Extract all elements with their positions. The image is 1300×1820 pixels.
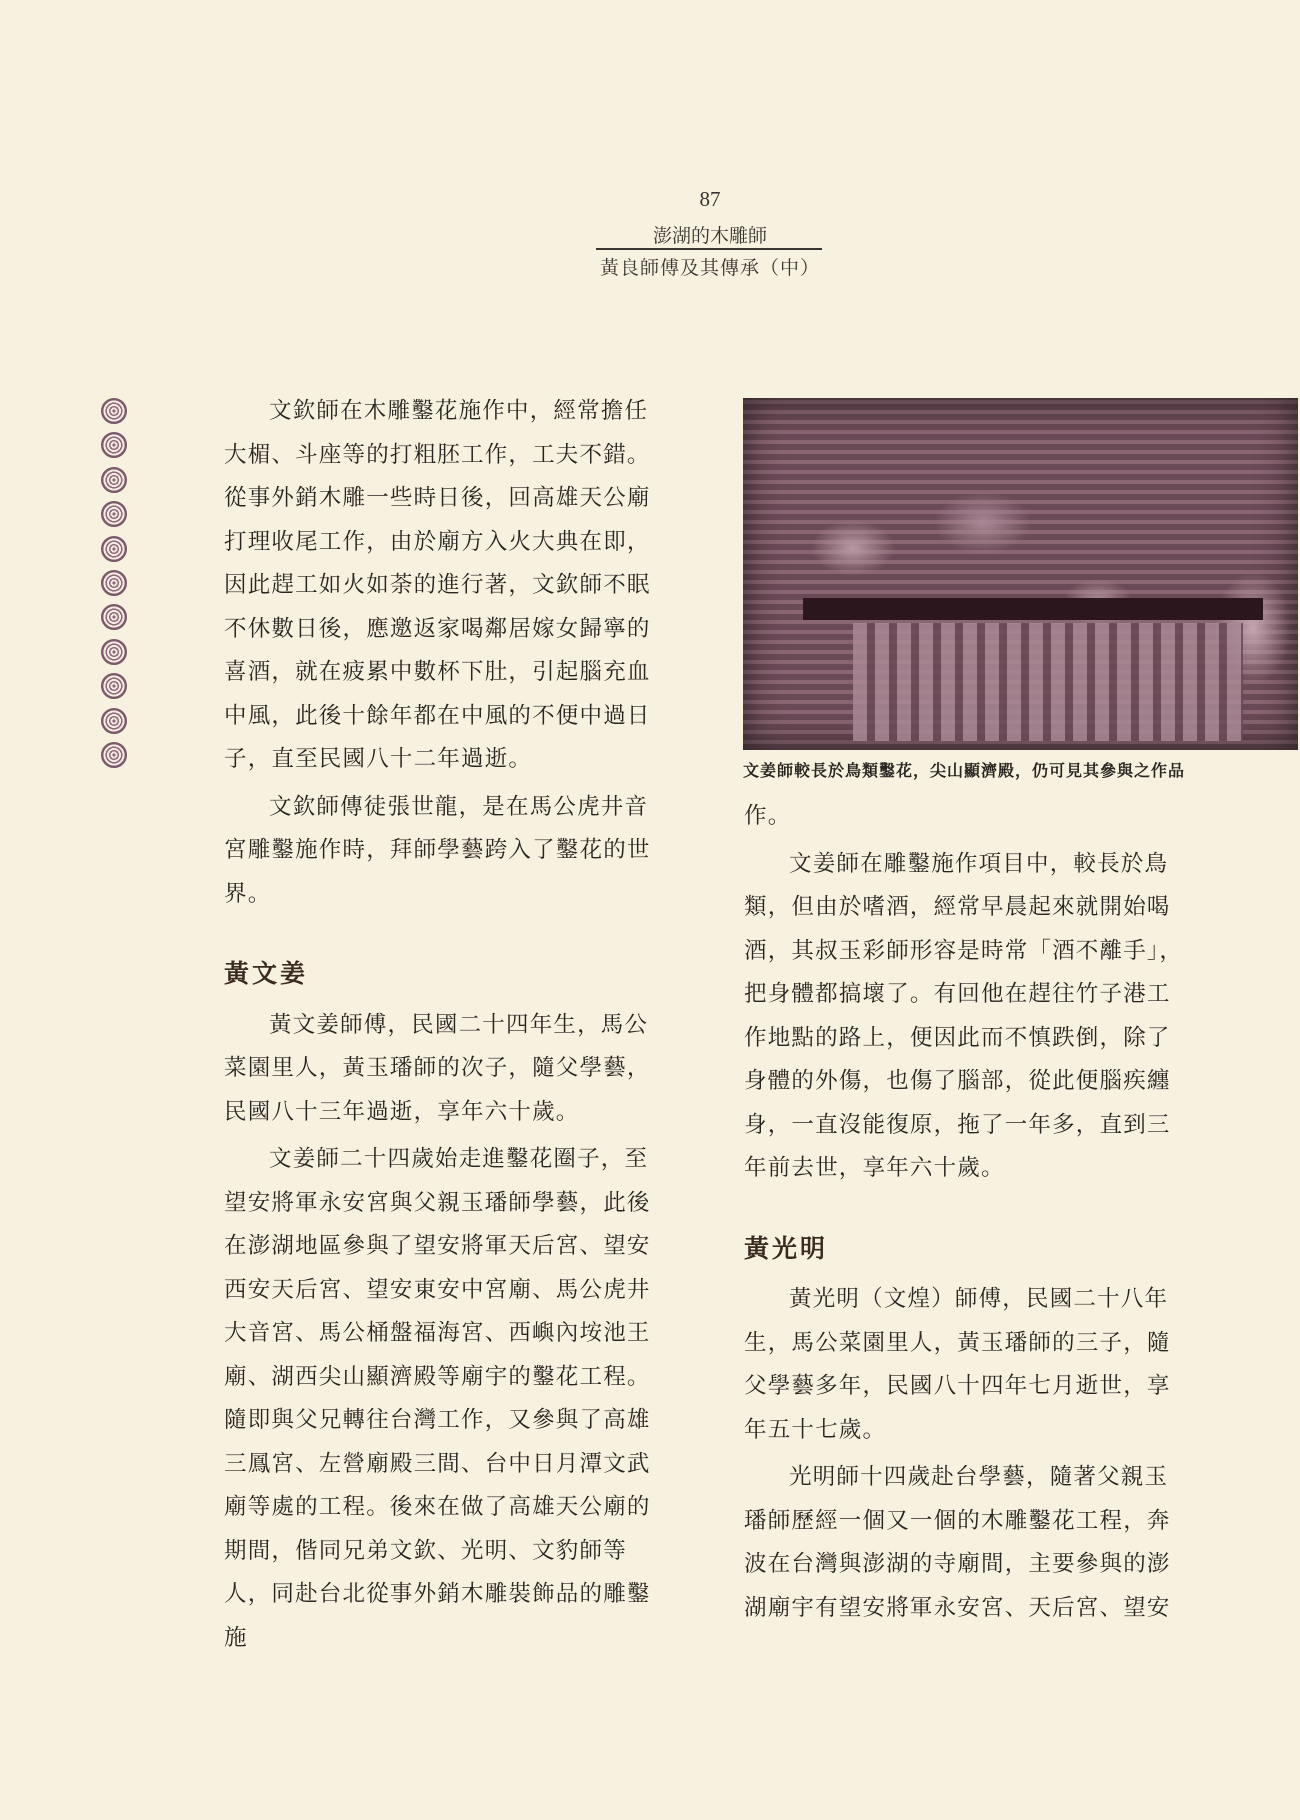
- running-subtitle: 黃良師傅及其傳承（中）: [599, 257, 820, 279]
- ornament-icon: [101, 432, 127, 458]
- paragraph: 光明師十四歲赴台學藝，隨著父親玉璠師歷經一個又一個的木雕鑿花工程，奔波在台灣與澎湖的寺廟間，主要參與的澎湖廟宇有望安將軍永安宮、天后宮、望安: [744, 1464, 1171, 1621]
- photo-beam: [803, 598, 1263, 620]
- paragraph: 文欽師在木雕鑿花施作中，經常擔任大楣、斗座等的打粗胚工作，工夫不錯。從事外銷木雕一些時日後，回高雄天公廟打理收尾工作，由於廟方入火大典在即，因此趕工如火如荼的進行著，文欽師不眠不休數日後，應邀返家喝鄰居嫁女歸寧的喜酒，就在疲累中數杯下肚，引起腦充血中風，此後十餘年都在中風的不便中過日子，直至民國八十二年過逝。: [224, 398, 651, 772]
- photo-caption: 文姜師較長於鳥類鑿花，尖山顯濟殿，仍可見其參與之作品: [743, 761, 1186, 780]
- paragraph: 黃文姜師傅，民國二十四年生，馬公菜園里人，黃玉璠師的次子，隨父學藝，民國八十三年過逝，享年六十歲。: [224, 1011, 651, 1125]
- ornament-icon: [101, 604, 127, 630]
- section-heading: 黃文姜: [224, 959, 309, 988]
- paragraph: 作。: [744, 803, 792, 829]
- ornament-icon: [101, 467, 127, 493]
- paragraph: 文姜師在雕鑿施作項目中，較長於鳥類，但由於嗜酒，經常早晨起來就開始喝酒，其叔玉彩師形容是時常「酒不離手」，把身體都搞壞了。有回他在趕往竹子港工作地點的路上，便因此而不慎跌倒，除了身體的外傷，也傷了腦部，從此便腦疾纏身，一直沒能復原，拖了一年多，直到三年前去世，享年六十歲。: [744, 850, 1184, 1181]
- running-title: 澎湖的木雕師: [652, 225, 767, 247]
- ornament-icon: [101, 708, 127, 734]
- right-text-column: [744, 795, 1189, 1630]
- ornament-icon: [101, 742, 127, 768]
- decorative-ornament-column: [101, 398, 131, 776]
- ornament-icon: [101, 398, 127, 424]
- page-number: 87: [699, 187, 721, 211]
- temple-carving-photo: [743, 398, 1298, 750]
- photo-carved-panel: [853, 623, 1243, 741]
- paragraph: 黃光明（文煌）師傅，民國二十八年生，馬公菜園里人，黃玉璠師的三子，隨父學藝多年，民國八十四年七月逝世，享年五十七歲。: [744, 1286, 1171, 1443]
- ornament-icon: [101, 501, 127, 527]
- ornament-icon: [101, 536, 127, 562]
- left-text-column: [224, 390, 670, 1660]
- ornament-icon: [101, 673, 127, 699]
- header-rule: [596, 248, 822, 250]
- paragraph: 文姜師二十四歲始走進鑿花圈子，至望安將軍永安宮與父親玉璠師學藝，此後在澎湖地區參與了望安將軍天后宮、望安西安天后宮、望安東安中宮廟、馬公虎井大音宮、馬公桶盤福海宮、西嶼內垵池王廟、湖西尖山顯濟殿等廟宇的鑿花工程。隨即與父兄轉往台灣工作，又參與了高雄三鳳宮、左營廟殿三間、台中日月潭文武廟等處的工程。後來在做了高雄天公廟的期間，偕同兄弟文欽、光明、文豹師等人，同赴台北從事外銷木雕裝飾品的雕鑿施: [224, 1146, 651, 1651]
- section-heading: 黃光明: [744, 1233, 829, 1263]
- paragraph: 文欽師傳徒張世龍，是在馬公虎井音宮雕鑿施作時，拜師學藝跨入了鑿花的世界。: [224, 793, 651, 907]
- ornament-icon: [101, 639, 127, 665]
- ornament-icon: [101, 570, 127, 596]
